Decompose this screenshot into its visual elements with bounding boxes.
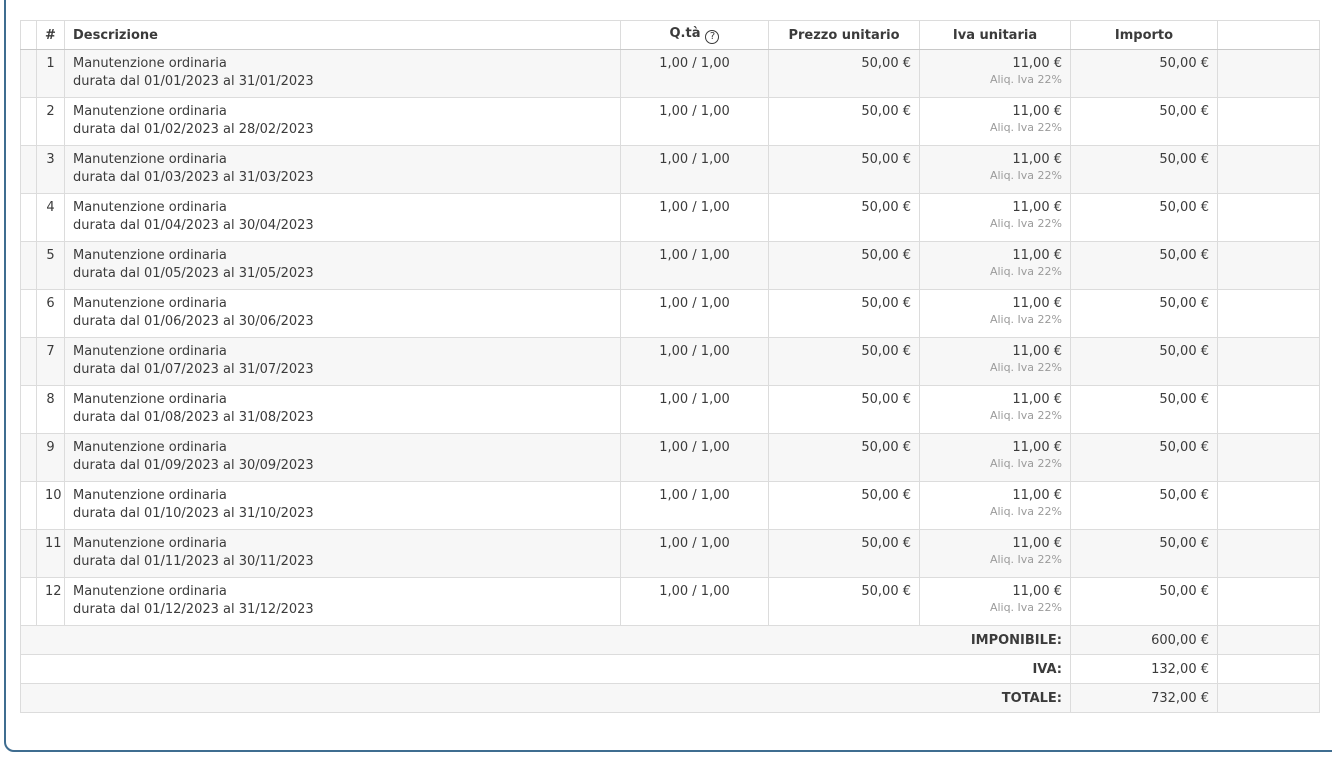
description-duration: durata dal 01/09/2023 al 30/09/2023	[73, 458, 314, 473]
row-amount: 50,00 €	[1071, 386, 1218, 434]
row-drag-cell	[21, 578, 37, 626]
row-description	[65, 482, 621, 530]
row-extra-cell	[1218, 530, 1320, 578]
row-quantity: 1,00 / 1,00	[621, 242, 769, 290]
table-row	[21, 338, 1320, 386]
row-number: 3	[37, 146, 65, 194]
description-duration: durata dal 01/01/2023 al 31/01/2023	[73, 74, 314, 89]
row-amount: 50,00 €	[1071, 146, 1218, 194]
row-amount: 50,00 €	[1071, 194, 1218, 242]
row-drag-cell	[21, 242, 37, 290]
column-header-unit-price: Prezzo unitario	[769, 21, 920, 50]
row-number: 11	[37, 530, 65, 578]
row-quantity: 1,00 / 1,00	[621, 530, 769, 578]
row-drag-cell	[21, 338, 37, 386]
column-header-drag	[21, 21, 37, 50]
help-icon[interactable]: ?	[705, 30, 719, 44]
row-drag-cell	[21, 530, 37, 578]
row-number: 4	[37, 194, 65, 242]
vat-rate-note: Aliq. Iva 22%	[989, 601, 1062, 614]
row-unit-price: 50,00 €	[769, 98, 920, 146]
description-title: Manutenzione ordinaria	[73, 344, 227, 359]
row-description	[65, 434, 621, 482]
description-duration: durata dal 01/05/2023 al 31/05/2023	[73, 266, 314, 281]
table-row	[21, 482, 1320, 530]
vat-value: 11,00 €	[1012, 104, 1062, 119]
row-unit-price: 50,00 €	[769, 578, 920, 626]
row-description	[65, 146, 621, 194]
row-number: 12	[37, 578, 65, 626]
vat-rate-note: Aliq. Iva 22%	[989, 457, 1062, 470]
row-number: 1	[37, 50, 65, 98]
row-quantity: 1,00 / 1,00	[621, 98, 769, 146]
column-header-number: #	[37, 21, 65, 50]
description-duration: durata dal 01/03/2023 al 31/03/2023	[73, 170, 314, 185]
row-amount: 50,00 €	[1071, 578, 1218, 626]
table-row	[21, 530, 1320, 578]
row-drag-cell	[21, 146, 37, 194]
table-row	[21, 98, 1320, 146]
row-description	[65, 98, 621, 146]
row-unit-price: 50,00 €	[769, 338, 920, 386]
description-title: Manutenzione ordinaria	[73, 488, 227, 503]
imponibile-label: IMPONIBILE:	[21, 626, 1071, 655]
vat-value: 11,00 €	[1012, 440, 1062, 455]
row-number: 8	[37, 386, 65, 434]
row-quantity: 1,00 / 1,00	[621, 578, 769, 626]
row-drag-cell	[21, 434, 37, 482]
row-unit-price: 50,00 €	[769, 434, 920, 482]
row-amount: 50,00 €	[1071, 50, 1218, 98]
table-row	[21, 386, 1320, 434]
row-unit-price: 50,00 €	[769, 482, 920, 530]
iva-value: 132,00 €	[1071, 655, 1218, 684]
vat-rate-note: Aliq. Iva 22%	[989, 505, 1062, 518]
row-quantity: 1,00 / 1,00	[621, 434, 769, 482]
column-header-description: Descrizione	[65, 21, 621, 50]
table-row	[21, 578, 1320, 626]
vat-value: 11,00 €	[1012, 392, 1062, 407]
row-drag-cell	[21, 50, 37, 98]
row-quantity: 1,00 / 1,00	[621, 482, 769, 530]
description-duration: durata dal 01/07/2023 al 31/07/2023	[73, 362, 314, 377]
column-header-amount: Importo	[1071, 21, 1218, 50]
table-header-row	[21, 21, 1320, 50]
row-description	[65, 290, 621, 338]
description-duration: durata dal 01/06/2023 al 30/06/2023	[73, 314, 314, 329]
row-unit-vat	[920, 50, 1071, 98]
vat-rate-note: Aliq. Iva 22%	[989, 313, 1062, 326]
row-quantity: 1,00 / 1,00	[621, 146, 769, 194]
row-description	[65, 242, 621, 290]
row-quantity: 1,00 / 1,00	[621, 194, 769, 242]
description-duration: durata dal 01/02/2023 al 28/02/2023	[73, 122, 314, 137]
summary-extra-cell	[1218, 655, 1320, 684]
row-drag-cell	[21, 386, 37, 434]
vat-rate-note: Aliq. Iva 22%	[989, 409, 1062, 422]
column-header-unit-vat: Iva unitaria	[920, 21, 1071, 50]
row-extra-cell	[1218, 50, 1320, 98]
vat-value: 11,00 €	[1012, 152, 1062, 167]
description-title: Manutenzione ordinaria	[73, 440, 227, 455]
summary-row-imponibile	[21, 626, 1320, 655]
row-description	[65, 338, 621, 386]
row-amount: 50,00 €	[1071, 290, 1218, 338]
row-drag-cell	[21, 98, 37, 146]
vat-value: 11,00 €	[1012, 56, 1062, 71]
table-row	[21, 50, 1320, 98]
row-unit-price: 50,00 €	[769, 290, 920, 338]
row-unit-vat	[920, 530, 1071, 578]
description-duration: durata dal 01/12/2023 al 31/12/2023	[73, 602, 314, 617]
table-row	[21, 434, 1320, 482]
summary-row-totale	[21, 684, 1320, 713]
row-drag-cell	[21, 290, 37, 338]
row-unit-price: 50,00 €	[769, 242, 920, 290]
table-row	[21, 242, 1320, 290]
row-unit-vat	[920, 98, 1071, 146]
table-row	[21, 146, 1320, 194]
vat-value: 11,00 €	[1012, 488, 1062, 503]
vat-rate-note: Aliq. Iva 22%	[989, 73, 1062, 86]
row-unit-vat	[920, 194, 1071, 242]
row-drag-cell	[21, 482, 37, 530]
row-unit-vat	[920, 578, 1071, 626]
vat-value: 11,00 €	[1012, 296, 1062, 311]
row-amount: 50,00 €	[1071, 530, 1218, 578]
row-quantity: 1,00 / 1,00	[621, 338, 769, 386]
iva-label: IVA:	[21, 655, 1071, 684]
row-extra-cell	[1218, 482, 1320, 530]
imponibile-value: 600,00 €	[1071, 626, 1218, 655]
row-quantity: 1,00 / 1,00	[621, 290, 769, 338]
row-number: 2	[37, 98, 65, 146]
description-duration: durata dal 01/04/2023 al 30/04/2023	[73, 218, 314, 233]
row-extra-cell	[1218, 98, 1320, 146]
row-number: 5	[37, 242, 65, 290]
vat-value: 11,00 €	[1012, 248, 1062, 263]
row-unit-vat	[920, 242, 1071, 290]
row-number: 6	[37, 290, 65, 338]
row-extra-cell	[1218, 338, 1320, 386]
totale-value: 732,00 €	[1071, 684, 1218, 713]
invoice-lines-table	[20, 20, 1320, 713]
description-title: Manutenzione ordinaria	[73, 392, 227, 407]
row-unit-vat	[920, 146, 1071, 194]
row-number: 7	[37, 338, 65, 386]
row-unit-vat	[920, 290, 1071, 338]
vat-rate-note: Aliq. Iva 22%	[989, 217, 1062, 230]
vat-value: 11,00 €	[1012, 584, 1062, 599]
row-unit-vat	[920, 338, 1071, 386]
row-description	[65, 530, 621, 578]
row-quantity: 1,00 / 1,00	[621, 386, 769, 434]
row-quantity: 1,00 / 1,00	[621, 50, 769, 98]
row-description	[65, 50, 621, 98]
vat-value: 11,00 €	[1012, 344, 1062, 359]
column-header-extra	[1218, 21, 1320, 50]
vat-rate-note: Aliq. Iva 22%	[989, 265, 1062, 278]
row-amount: 50,00 €	[1071, 338, 1218, 386]
row-number: 9	[37, 434, 65, 482]
totale-label: TOTALE:	[21, 684, 1071, 713]
row-extra-cell	[1218, 386, 1320, 434]
quantity-header-label: Q.tà	[669, 26, 701, 41]
vat-rate-note: Aliq. Iva 22%	[989, 553, 1062, 566]
row-extra-cell	[1218, 578, 1320, 626]
row-description	[65, 578, 621, 626]
summary-row-iva	[21, 655, 1320, 684]
table-row	[21, 290, 1320, 338]
description-title: Manutenzione ordinaria	[73, 584, 227, 599]
description-title: Manutenzione ordinaria	[73, 104, 227, 119]
row-description	[65, 386, 621, 434]
description-title: Manutenzione ordinaria	[73, 152, 227, 167]
description-title: Manutenzione ordinaria	[73, 200, 227, 215]
summary-extra-cell	[1218, 626, 1320, 655]
description-title: Manutenzione ordinaria	[73, 248, 227, 263]
row-number: 10	[37, 482, 65, 530]
table-row	[21, 194, 1320, 242]
description-title: Manutenzione ordinaria	[73, 536, 227, 551]
description-duration: durata dal 01/11/2023 al 30/11/2023	[73, 554, 314, 569]
description-duration: durata dal 01/08/2023 al 31/08/2023	[73, 410, 314, 425]
row-amount: 50,00 €	[1071, 242, 1218, 290]
row-amount: 50,00 €	[1071, 482, 1218, 530]
row-extra-cell	[1218, 434, 1320, 482]
description-title: Manutenzione ordinaria	[73, 56, 227, 71]
row-unit-vat	[920, 482, 1071, 530]
vat-rate-note: Aliq. Iva 22%	[989, 361, 1062, 374]
row-unit-price: 50,00 €	[769, 146, 920, 194]
row-description	[65, 194, 621, 242]
row-extra-cell	[1218, 290, 1320, 338]
summary-extra-cell	[1218, 684, 1320, 713]
row-extra-cell	[1218, 146, 1320, 194]
row-unit-price: 50,00 €	[769, 50, 920, 98]
row-unit-price: 50,00 €	[769, 194, 920, 242]
row-unit-price: 50,00 €	[769, 530, 920, 578]
vat-value: 11,00 €	[1012, 200, 1062, 215]
vat-rate-note: Aliq. Iva 22%	[989, 121, 1062, 134]
description-title: Manutenzione ordinaria	[73, 296, 227, 311]
row-amount: 50,00 €	[1071, 98, 1218, 146]
row-unit-vat	[920, 434, 1071, 482]
row-drag-cell	[21, 194, 37, 242]
row-extra-cell	[1218, 242, 1320, 290]
vat-rate-note: Aliq. Iva 22%	[989, 169, 1062, 182]
column-header-quantity	[621, 21, 769, 50]
vat-value: 11,00 €	[1012, 536, 1062, 551]
row-unit-price: 50,00 €	[769, 386, 920, 434]
row-amount: 50,00 €	[1071, 434, 1218, 482]
description-duration: durata dal 01/10/2023 al 31/10/2023	[73, 506, 314, 521]
row-extra-cell	[1218, 194, 1320, 242]
row-unit-vat	[920, 386, 1071, 434]
